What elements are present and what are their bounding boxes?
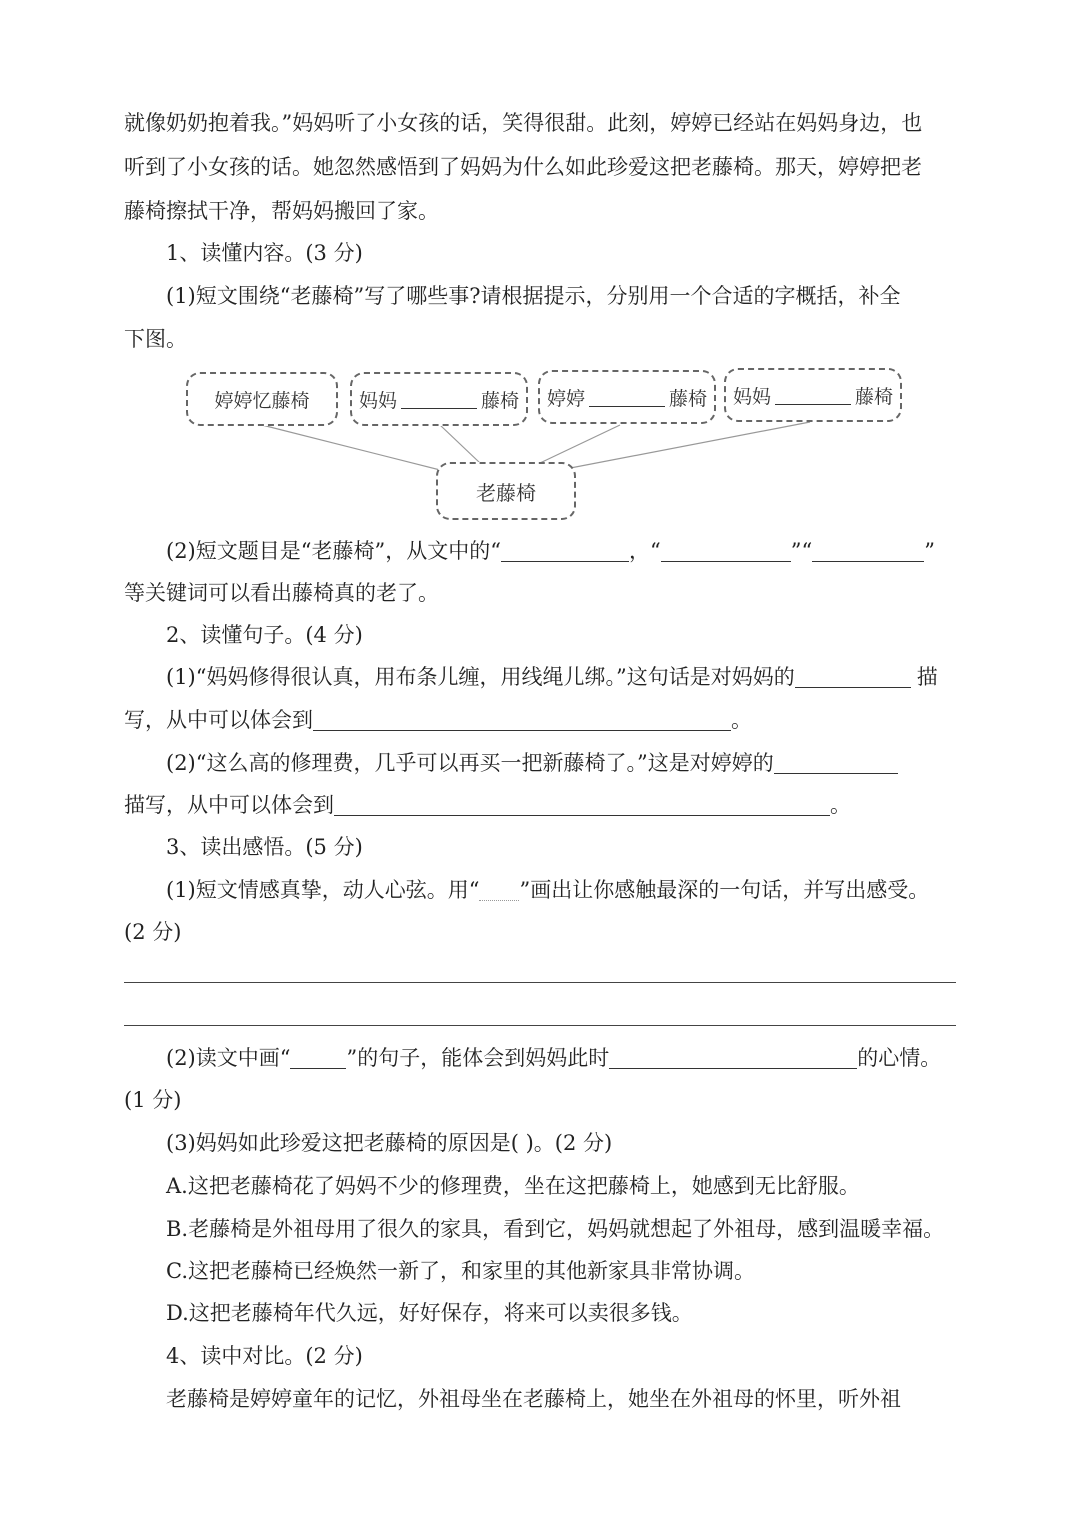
q2-sub2-line1 (166, 748, 898, 778)
q3-option-b[interactable]: B.老藤椅是外祖母用了很久的家具，看到它，妈妈就想起了外祖母，感到温暖幸福。 (166, 1217, 945, 1241)
q2-sub1-line2-end: 。 (731, 708, 752, 732)
q3-sub1-text-b: ”画出让你感触最深的一句话，并写出感受。 (519, 878, 930, 902)
q1-title: 1、读懂内容。(3 分) (166, 241, 363, 265)
diagram-box-tingting-pre: 婷婷 (546, 387, 585, 410)
diagram-box-mom-1-pre: 妈妈 (358, 389, 397, 412)
q1-sub2-text-c: ”“ (790, 539, 813, 563)
q1-sub2-text-b: ，“ (628, 539, 661, 563)
q3-sub2-line1 (166, 1043, 941, 1073)
q1-sub2-blank-1[interactable] (501, 539, 629, 562)
diagram-box-mom-1-blank[interactable] (401, 390, 477, 409)
diagram-box-mom-1 (350, 372, 528, 426)
q4-line-1: 老藤椅是婷婷童年的记忆，外祖母坐在老藤椅上，她坐在外祖母的怀里，听外祖 (166, 1387, 901, 1411)
q2-sub1-blank-1[interactable] (795, 665, 911, 688)
q4-title: 4、读中对比。(2 分) (166, 1344, 363, 1368)
q2-sub2-line2-text: 描写，从中可以体会到 (124, 793, 334, 817)
q3-answer-line-1[interactable] (124, 982, 956, 983)
q3-option-a[interactable]: A.这把老藤椅花了妈妈不少的修理费，坐在这把藤椅上，她感到无比舒服。 (166, 1174, 860, 1198)
q2-sub2-line2 (124, 790, 851, 820)
q2-sub2-blank-1[interactable] (774, 751, 898, 774)
diagram-box-mom-2-post: 藤椅 (855, 385, 894, 408)
q3-sub2-text-a: (2)读文中画“ (166, 1046, 291, 1070)
q3-sub2-blank[interactable] (609, 1046, 857, 1069)
q2-sub2-text-a: (2)“这么高的修理费，几乎可以再买一把新藤椅了。”这是对婷婷的 (166, 751, 774, 775)
q2-sub2-line2-end: 。 (830, 793, 851, 817)
q3-sub3-question: (3)妈妈如此珍爱这把老藤椅的原因是( )。(2 分) (166, 1131, 613, 1155)
q3-sub2-text-c: 的心情。 (857, 1046, 942, 1070)
q2-sub1-line2 (124, 705, 752, 735)
q3-option-d[interactable]: D.这把老藤椅年代久远，好好保存，将来可以卖很多钱。 (166, 1301, 693, 1325)
q1-sub2-blank-3[interactable] (812, 539, 924, 562)
q1-sub2-blank-2[interactable] (661, 539, 791, 562)
q2-title: 2、读懂句子。(4 分) (166, 623, 363, 647)
diagram-box-mom-2-pre: 妈妈 (732, 385, 771, 408)
diagram-center-box (436, 462, 576, 520)
q3-sub1-mark-sample (479, 878, 519, 901)
q1-sub2-text-a: (2)短文题目是“老藤椅”，从文中的“ (166, 539, 501, 563)
diagram-box-recall (186, 372, 338, 426)
q2-sub1-text-b: 描 (916, 665, 938, 689)
q2-sub2-blank-2[interactable] (334, 793, 830, 816)
diagram-box-tingting-post: 藤椅 (669, 387, 708, 410)
diagram-box-tingting (538, 370, 716, 424)
passage-line-3: 藤椅擦拭干净，帮妈妈搬回了家。 (124, 199, 439, 223)
q3-sub1-text-a: (1)短文情感真挚，动人心弦。用“ (166, 878, 480, 902)
q1-sub1-line2: 下图。 (124, 327, 187, 351)
passage-line-2: 听到了小女孩的话。她忽然感悟到了妈妈为什么如此珍爱这把老藤椅。那天，婷婷把老 (124, 155, 922, 179)
q3-option-c[interactable]: C.这把老藤椅已经焕然一新了，和家里的其他新家具非常协调。 (166, 1259, 755, 1283)
q1-sub2-line1 (166, 536, 935, 566)
diagram-box-mom-2 (724, 368, 902, 422)
q2-sub1-line1 (166, 662, 938, 692)
q2-sub1-blank-2[interactable] (313, 708, 731, 731)
q2-sub1-text-a: (1)“妈妈修得很认真，用布条儿缠，用线绳儿绑。”这句话是对妈妈的 (166, 665, 795, 689)
q3-sub2-text-b: ”的句子，能体会到妈妈此时 (346, 1046, 610, 1070)
q2-sub1-line2-text: 写，从中可以体会到 (124, 708, 313, 732)
diagram-box-mom-2-blank[interactable] (775, 386, 851, 405)
q1-sub2-line2: 等关键词可以看出藤椅真的老了。 (124, 581, 439, 605)
q3-sub2-line2: (1 分) (124, 1088, 182, 1112)
q3-sub1-line1 (166, 875, 929, 905)
q3-sub1-line2: (2 分) (124, 920, 182, 944)
q3-title: 3、读出感悟。(5 分) (166, 835, 363, 859)
diagram-box-tingting-blank[interactable] (589, 388, 665, 407)
q1-sub1-line1: (1)短文围绕“老藤椅”写了哪些事?请根据提示，分别用一个合适的字概括，补全 (166, 284, 901, 308)
passage-line-1: 就像奶奶抱着我。”妈妈听了小女孩的话，笑得很甜。此刻，婷婷已经站在妈妈身边，也 (124, 111, 923, 135)
q1-sub2-text-d: ” (924, 539, 935, 563)
diagram-box-recall-label: 婷婷忆藤椅 (214, 389, 310, 412)
diagram-box-mom-1-post: 藤椅 (481, 389, 520, 412)
diagram-center-label: 老藤椅 (476, 480, 536, 505)
q3-sub2-mark-sample (290, 1046, 346, 1069)
q3-answer-line-2[interactable] (124, 1025, 956, 1026)
